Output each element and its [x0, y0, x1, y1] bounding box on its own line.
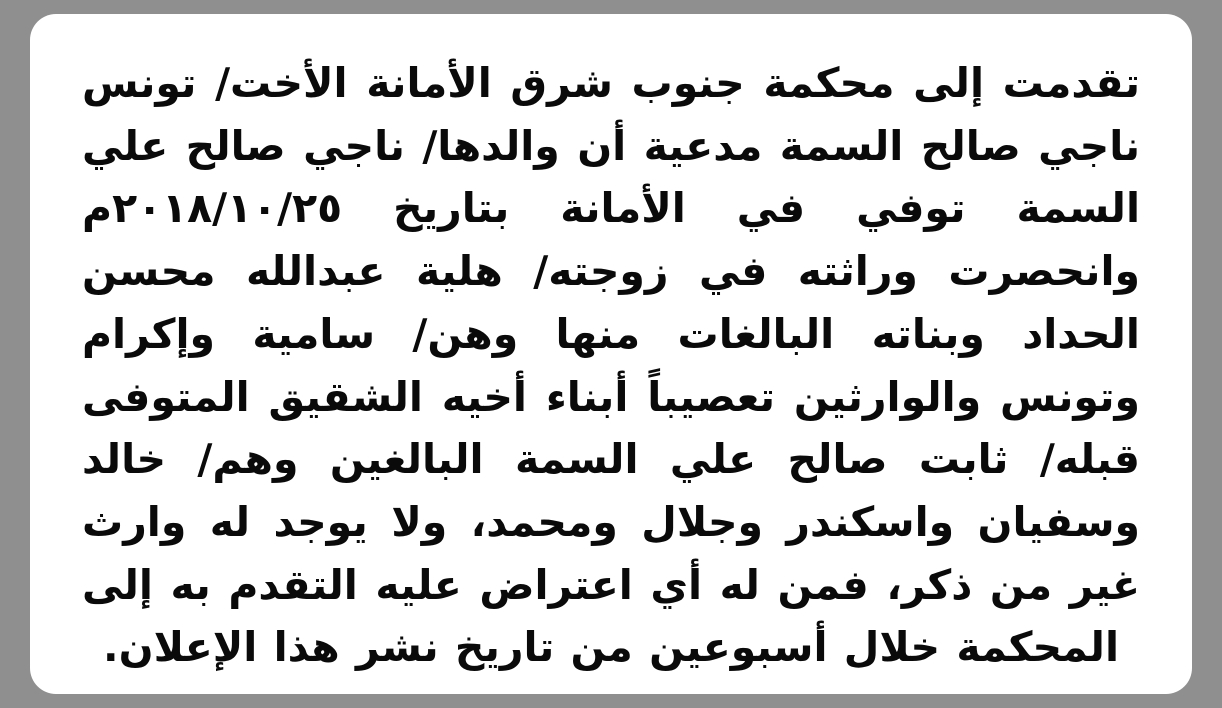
notice-paragraph: تقدمت إلى محكمة جنوب شرق الأمانة الأخت/ تونس ناجي صالح السمة مدعية أن والدها/ ناجي صالح علي السمة توفي في الأمانة بتاريخ ٢٠١٨/١٠/٢٥م وانحصرت وراثته في زوجته/ هلية عبدالله محسن الحداد وبناته البالغات منها وهن/ سامية وإكرام وتونس والوارثين تعصيباً أبناء أخيه الشقيق المتوفى قبله/ ثابت صالح علي السمة البالغين وهم/ خالد وسفيان واسكندر وجلال ومحمد، ولا يوجد له وارث غير من ذكر، فمن له أي اعتراض عليه التقدم به إلى المحكمة خلال أسبوعين من تاريخ نشر هذا الإعلان. — [82, 59, 1140, 672]
notice-card — [30, 14, 1192, 694]
notice-body-text — [82, 52, 1140, 679]
